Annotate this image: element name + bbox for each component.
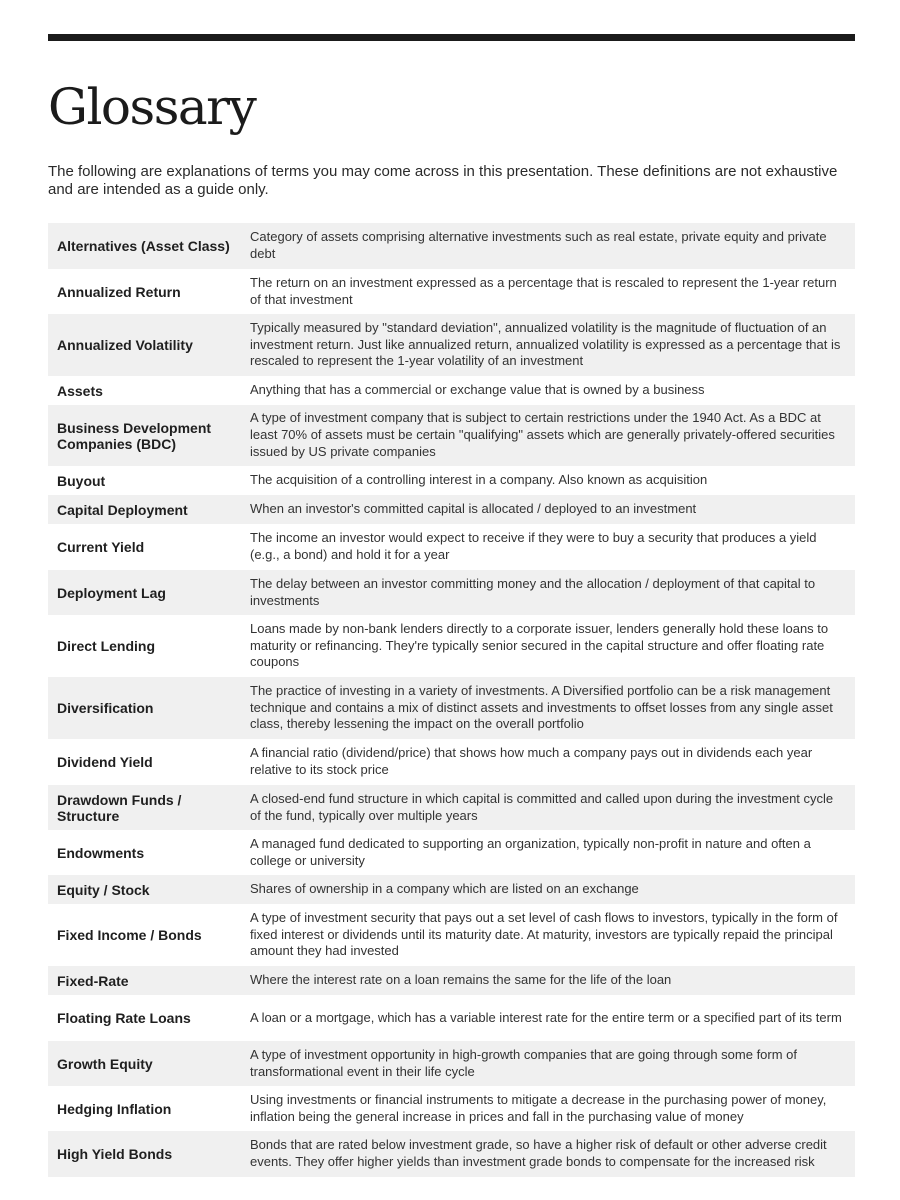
- table-row: [48, 376, 855, 405]
- table-row: [48, 1041, 855, 1086]
- table-row: [48, 1086, 855, 1131]
- glossary-definition: Loans made by non-bank lenders directly to a corporate issuer, lenders generally hold these loans to maturity or refinancing. They're typically senior secured in the capital structure and offer floating rate coupons: [250, 620, 829, 670]
- table-row: [48, 875, 855, 904]
- table-row: [48, 269, 855, 314]
- table-row: [48, 966, 855, 995]
- glossary-definition: Using investments or financial instruments to mitigate a decrease in the purchasing power of money, inflation being the general increase in prices and fall in the purchasing value of money: [250, 1091, 827, 1124]
- glossary-definition: Typically measured by "standard deviation", annualized volatility is the magnitude of fluctuation of an investment return. Just like annualized return, annualized volatility is expressed as a percentage that is rescaled to represent the 1-year volatility of an investment: [242, 314, 855, 376]
- glossary-term: Growth Equity: [48, 1041, 242, 1086]
- table-row: [48, 570, 855, 615]
- glossary-definition: When an investor's committed capital is allocated / deployed to an investment: [242, 495, 855, 524]
- glossary-table: [48, 223, 855, 1177]
- glossary-definition: A type of investment opportunity in high-growth companies that are going through some form of transformational event in their life cycle: [242, 1041, 855, 1086]
- glossary-definition: The acquisition of a controlling interest in a company. Also known as acquisition: [250, 472, 708, 488]
- table-row: [48, 615, 855, 677]
- table-row: [48, 739, 855, 785]
- glossary-term: Capital Deployment: [48, 495, 242, 524]
- glossary-term: Drawdown Funds / Structure: [48, 785, 242, 830]
- glossary-term: Business Development Companies (BDC): [48, 405, 242, 466]
- table-row: [48, 524, 855, 570]
- glossary-term: Hedging Inflation: [57, 1100, 172, 1117]
- glossary-term: Assets: [57, 382, 103, 399]
- glossary-term: Current Yield: [57, 539, 145, 555]
- table-row: [48, 223, 855, 269]
- table-row: [48, 405, 855, 466]
- glossary-term: Alternatives (Asset Class): [48, 223, 242, 269]
- table-row: [48, 1131, 855, 1177]
- glossary-term: Annualized Return: [57, 283, 181, 300]
- table-row: [48, 995, 855, 1041]
- table-row: [48, 495, 855, 524]
- glossary-definition: A type of investment security that pays out a set level of cash flows to investors, typically in the form of fixed interest or dividends until its maturity date. At maturity, investors are typically repaid the principal amount they had invested: [250, 909, 838, 959]
- glossary-term: Fixed-Rate: [48, 966, 242, 995]
- glossary-definition: The return on an investment expressed as a percentage that is rescaled to represent the 1-year return of that investment: [250, 274, 837, 307]
- glossary-term: Buyout: [57, 472, 106, 489]
- glossary-definition: Where the interest rate on a loan remains the same for the life of the loan: [242, 966, 855, 995]
- glossary-term: Endowments: [57, 844, 145, 861]
- glossary-term: Diversification: [48, 677, 242, 739]
- table-row: [48, 314, 855, 376]
- glossary-definition: A managed fund dedicated to supporting an organization, typically non-profit in nature and often a college or university: [250, 835, 811, 868]
- glossary-definition: A financial ratio (dividend/price) that shows how much a company pays out in dividends each year relative to its stock price: [250, 745, 813, 777]
- glossary-term: Deployment Lag: [48, 570, 242, 615]
- glossary-definition: A closed-end fund structure in which capital is committed and called upon during the investment cycle of the fund, typically over multiple years: [242, 785, 855, 830]
- table-row: [48, 785, 855, 830]
- page-title: Glossary: [48, 78, 256, 136]
- glossary-term: Direct Lending: [57, 638, 156, 654]
- glossary-definition: The delay between an investor committing money and the allocation / deployment of that capital to investments: [242, 570, 855, 615]
- glossary-term: High Yield Bonds: [48, 1131, 242, 1177]
- glossary-definition: Anything that has a commercial or exchange value that is owned by a business: [250, 382, 705, 398]
- glossary-term: Floating Rate Loans: [57, 1010, 191, 1026]
- table-row: [48, 677, 855, 739]
- glossary-definition: A loan or a mortgage, which has a variable interest rate for the entire term or a specified part of its term: [250, 1009, 842, 1025]
- table-row: [48, 466, 855, 495]
- glossary-term: Fixed Income / Bonds: [57, 927, 202, 943]
- table-row: [48, 830, 855, 875]
- glossary-definition: A type of investment company that is subject to certain restrictions under the 1940 Act. As a BDC at least 70% of assets must be certain "qualifying" assets which are generally privately-offered securities issued by US private companies: [242, 405, 855, 466]
- intro-text: The following are explanations of terms you may come across in this presentation. These definitions are not exhaustive and are intended as a guide only.: [48, 163, 838, 198]
- glossary-term: Annualized Volatility: [48, 314, 242, 376]
- glossary-term: Equity / Stock: [48, 875, 242, 904]
- glossary-definition: Category of assets comprising alternative investments such as real estate, private equity and private debt: [242, 223, 855, 269]
- glossary-term: Dividend Yield: [57, 754, 153, 770]
- glossary-definition: Shares of ownership in a company which are listed on an exchange: [242, 875, 855, 904]
- glossary-definition: The income an investor would expect to receive if they were to buy a security that produces a yield (e.g., a bond) and hold it for a year: [250, 530, 817, 562]
- glossary-definition: Bonds that are rated below investment grade, so have a higher risk of default or other adverse credit events. They offer higher yields than investment grade bonds to compensate for the increased risk: [242, 1131, 855, 1177]
- table-row: [48, 904, 855, 966]
- glossary-definition: The practice of investing in a variety of investments. A Diversified portfolio can be a risk management technique and contains a mix of distinct assets and investments to offset losses from any single asset class, thereby lessening the impact on the overall portfolio: [242, 677, 855, 739]
- top-rule: [48, 34, 855, 41]
